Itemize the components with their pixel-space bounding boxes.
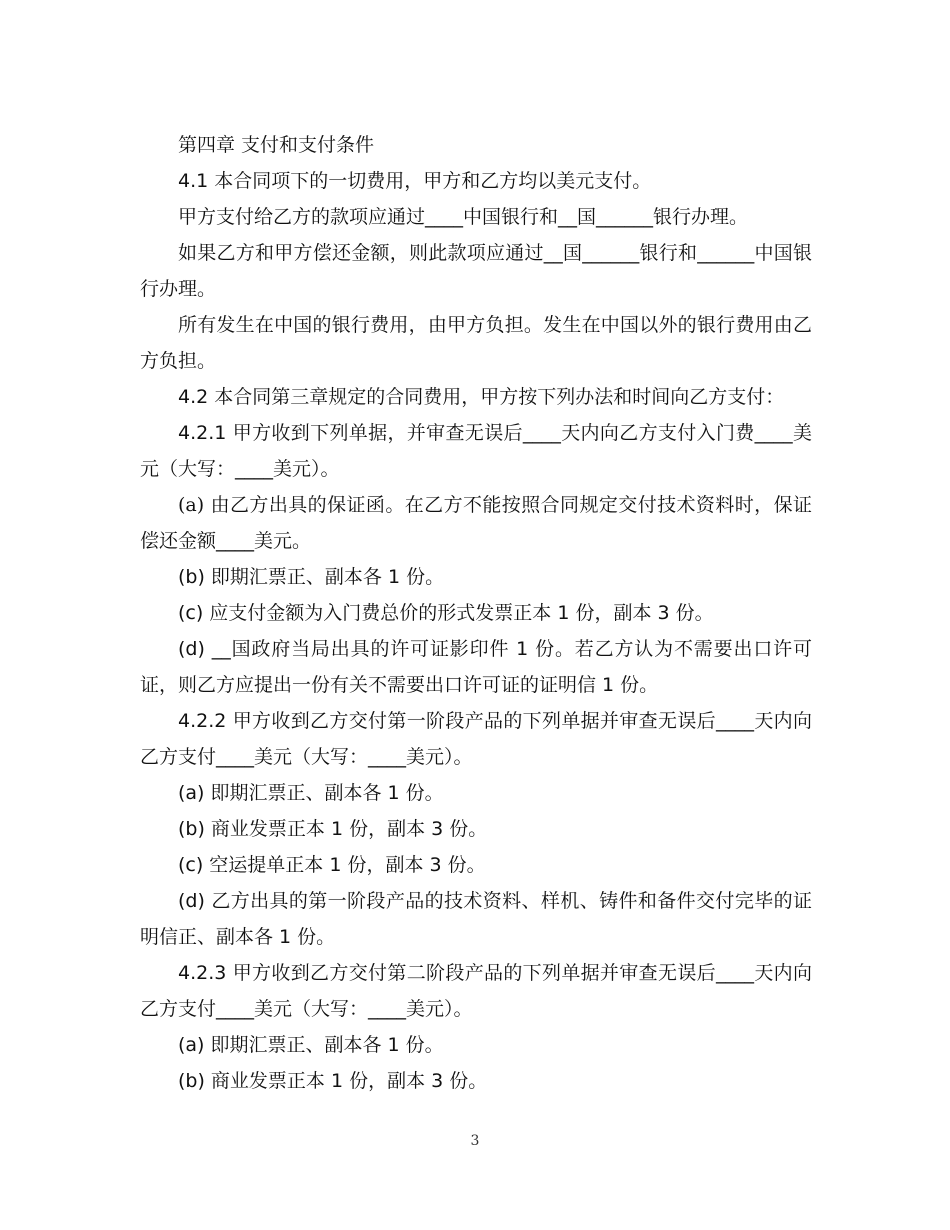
clause-4-2-2: 4.2.2 甲方收到乙方交付第一阶段产品的下列单据并审查无误后____天内向乙方支付____美元（大写：____美元）。 xyxy=(140,710,812,768)
clause-4-1: 4.1 本合同项下的一切费用，甲方和乙方均以美元支付。 xyxy=(178,170,652,192)
bank-fees-text-3: 。发生在中国以外的银行费用由乙方负担。 xyxy=(140,314,812,372)
item-4-2-1-a xyxy=(140,487,812,559)
item-4-2-2-b: (b) 商业发票正本 1 份，副本 3 份。 xyxy=(178,818,488,840)
item-4-2-1-b: (b) 即期汇票正、副本各 1 份。 xyxy=(178,566,445,588)
clause-4-2-3: 4.2.3 甲方收到乙方交付第二阶段产品的下列单据并审查无误后____天内向乙方支付____美元（大写：____美元）。 xyxy=(140,962,812,1020)
item-4-2-1-d: (d) __国政府当局出具的许可证影印件 1 份。若乙方认为不需要出口许可证，则乙方应提出一份有关不需要出口许可证的证明信 1 份。 xyxy=(140,638,812,696)
item-4-2-2-c: (c) 空运提单正本 1 份，副本 3 份。 xyxy=(178,854,486,876)
document-body xyxy=(140,127,812,1099)
paragraph-bank-payment-b: 如果乙方和甲方偿还金额，则此款项应通过__国______银行和______中国银行办理。 xyxy=(140,242,812,300)
item-4-2-1-a-text-1: (a) 由乙方出具的保证函 xyxy=(178,494,386,516)
bank-fees-text-1: 所有发生在中国的银行费用， xyxy=(178,314,428,336)
paragraph-bank-fees xyxy=(140,307,812,379)
chapter-heading: 第四章 支付和支付条件 xyxy=(178,134,375,156)
item-4-2-2-a: (a) 即期汇票正、副本各 1 份。 xyxy=(178,782,444,804)
item-4-2-2-d: (d) 乙方出具的第一阶段产品的技术资料、样机、铸件和备件交付完毕的证明信正、副本各 1 份。 xyxy=(140,890,812,948)
clause-4-2-1: 4.2.1 甲方收到下列单据，并审查无误后____天内向乙方支付入门费____美元（大写：____美元）。 xyxy=(140,422,812,480)
item-4-2-1-c: (c) 应支付金额为入门费总价的形式发票正本 1 份，副本 3 份。 xyxy=(178,602,714,624)
item-4-2-3-a: (a) 即期汇票正、副本各 1 份。 xyxy=(178,1034,444,1056)
paragraph-bank-payment-a: 甲方支付给乙方的款项应通过____中国银行和__国______银行办理。 xyxy=(178,206,749,228)
item-4-2-3-b: (b) 商业发票正本 1 份，副本 3 份。 xyxy=(178,1070,488,1092)
page-number: 3 xyxy=(470,1133,480,1149)
bank-fees-text-2: 由甲方负担 xyxy=(427,314,524,336)
clause-4-2: 4.2 本合同第三章规定的合同费用，甲方按下列办法和时间向乙方支付： xyxy=(178,386,785,408)
item-4-2-1-a-text-2: 。在乙方不能按照合同规定交付技术资料时，保证偿还金额____美元。 xyxy=(140,494,812,552)
